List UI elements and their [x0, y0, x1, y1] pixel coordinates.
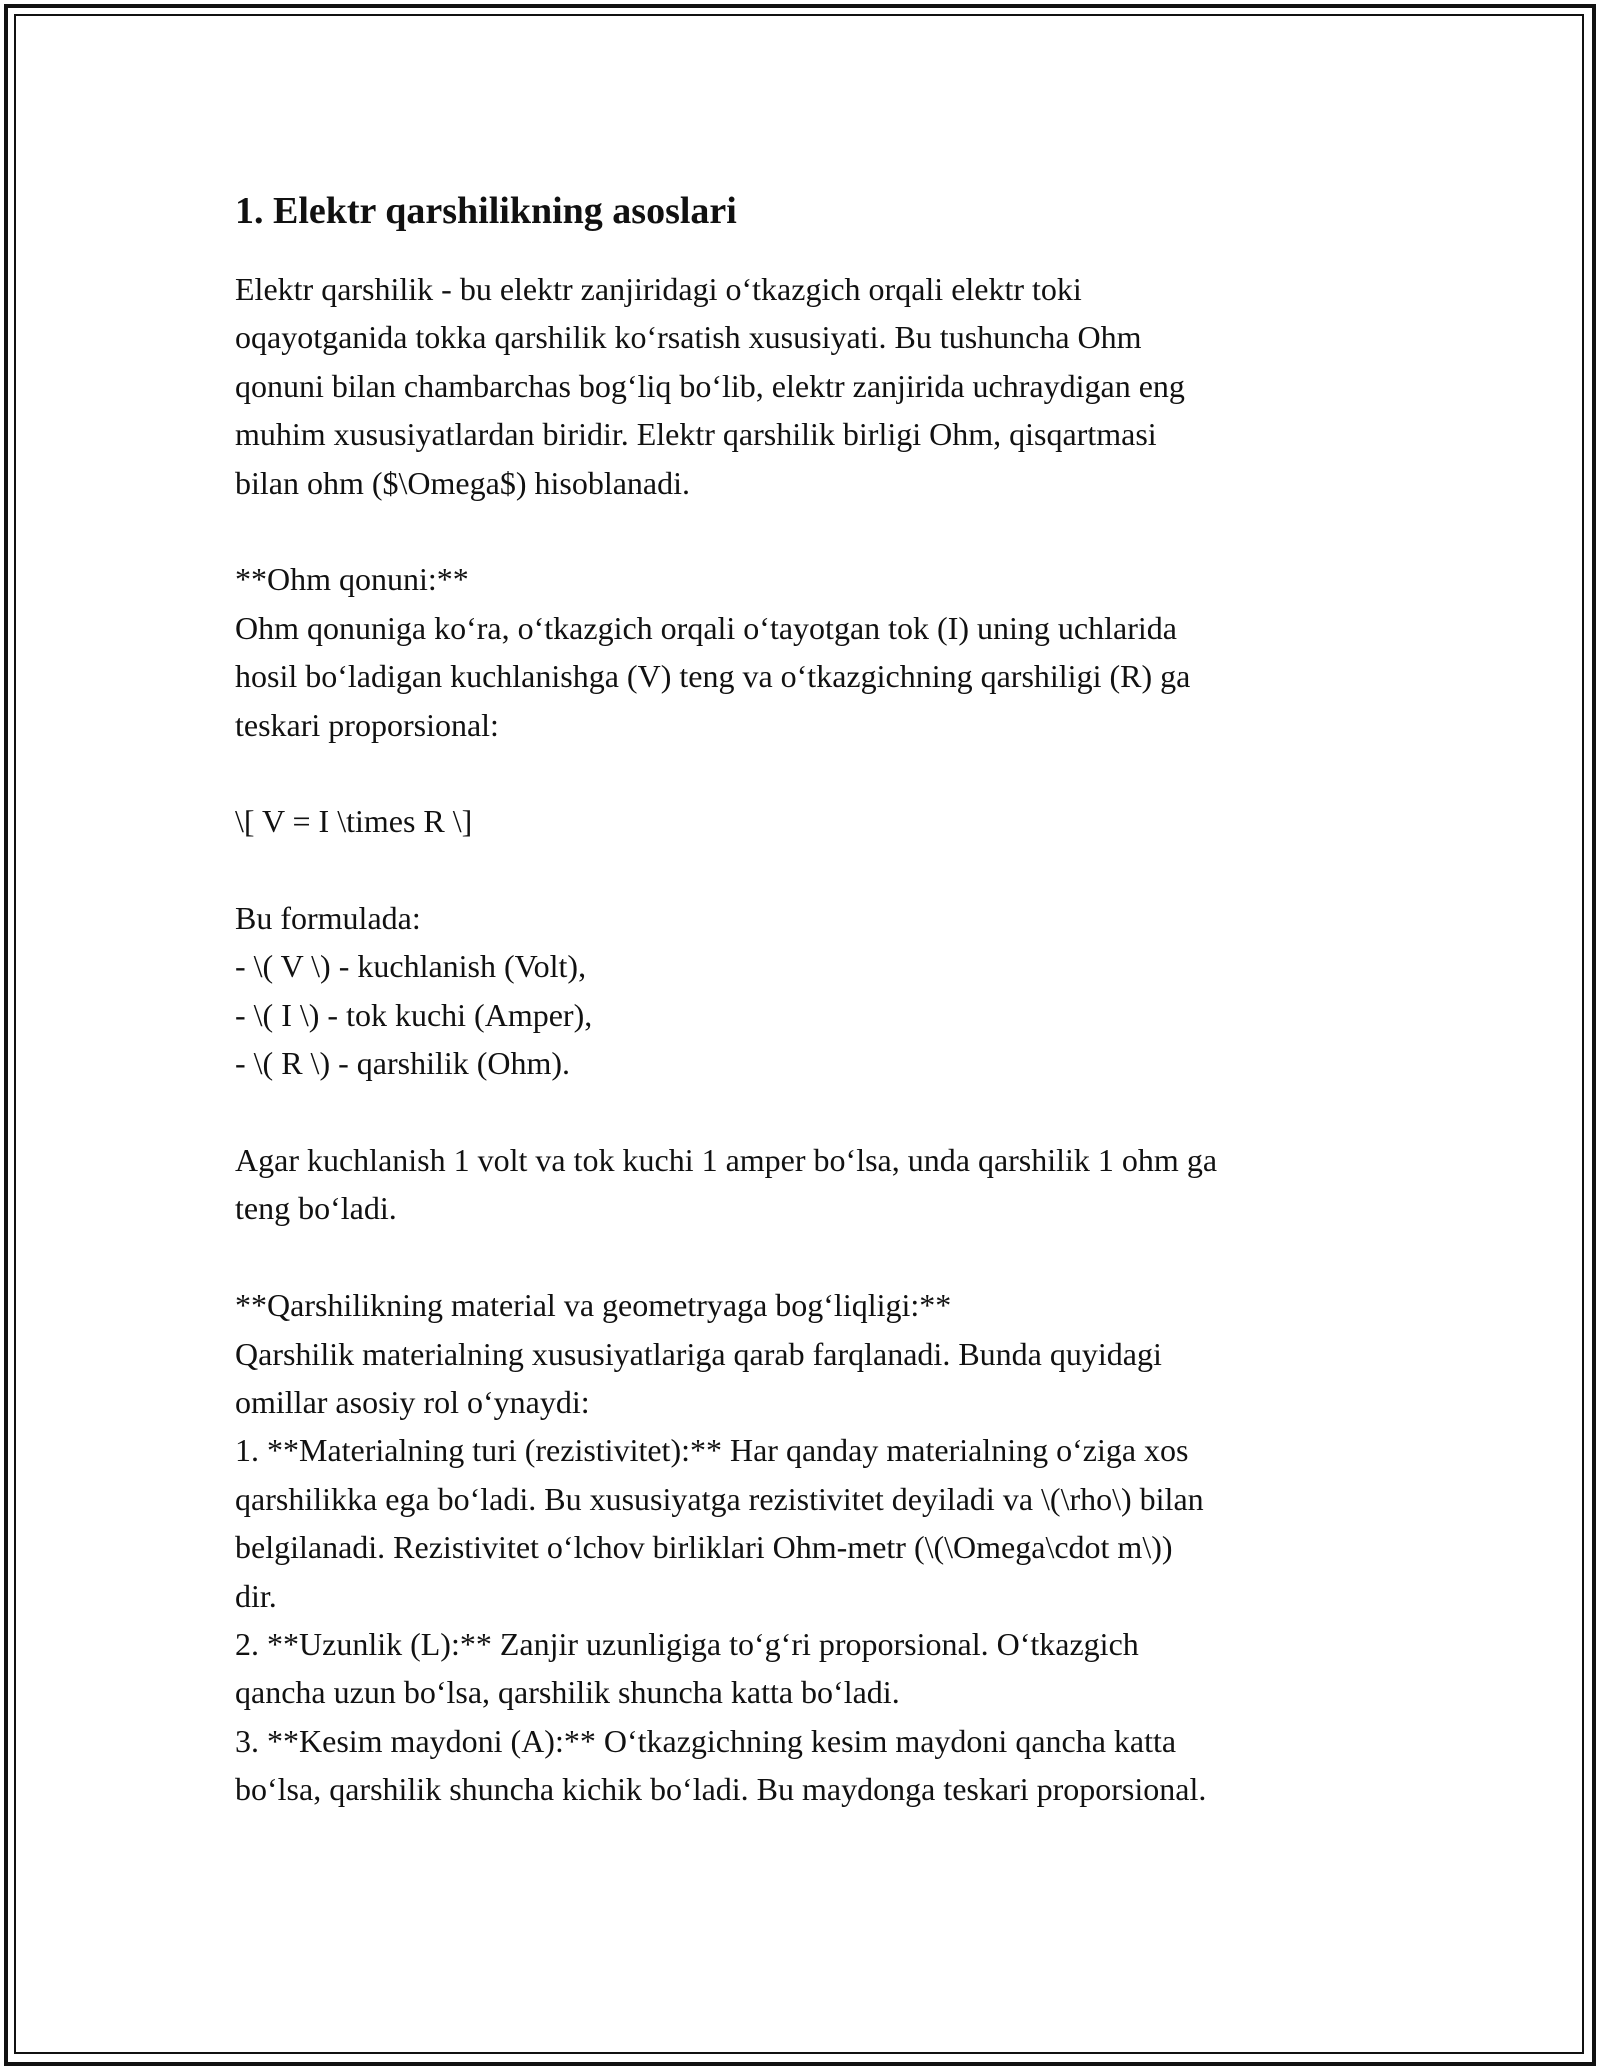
text-line: 3. **Kesim maydoni (A):** O‘tkazgichning kesim maydoni qancha katta — [235, 1722, 1177, 1759]
text-line: qancha uzun bo‘lsa, qarshilik shuncha katta bo‘ladi. — [235, 1674, 900, 1711]
text-line: Agar kuchlanish 1 volt va tok kuchi 1 amper bo‘lsa, unda qarshilik 1 ohm ga — [235, 1142, 1218, 1179]
text-line: teng bo‘ladi. — [235, 1190, 397, 1227]
text-line: qonuni bilan chambarchas bog‘liq bo‘lib, elektr zanjirida uchraydigan eng — [235, 367, 1185, 404]
text-line: Elektr qarshilik - bu elektr zanjiridagi o‘tkazgich orqali elektr toki — [235, 271, 1082, 307]
text-line: 2. **Uzunlik (L):** Zanjir uzunligiga to‘g‘ri proporsional. O‘tkazgich — [235, 1625, 1139, 1662]
blank-line — [235, 749, 1370, 797]
text-line: 1. **Materialning turi (rezistivitet):** Har qanday materialning o‘ziga xos — [235, 1432, 1189, 1469]
text-line: **Qarshilikning material va geometryaga bog‘liqligi:** — [235, 1287, 952, 1324]
text-line: oqayotganida tokka qarshilik ko‘rsatish xususiyati. Bu tushuncha Ohm — [235, 319, 1142, 356]
text-line: teskari proporsional: — [235, 706, 499, 743]
text-line: Qarshilik materialning xususiyatlariga qarab farqlanadi. Bunda quyidagi — [235, 1335, 1162, 1372]
text-line: omillar asosiy rol o‘ynaydi: — [235, 1383, 590, 1420]
text-line: dir. — [235, 1577, 277, 1614]
blank-line — [235, 1088, 1370, 1136]
text-line: muhim xususiyatlardan biridir. Elektr qarshilik birligi Ohm, qisqartmasi — [235, 416, 1157, 453]
text-line: **Ohm qonuni:** — [235, 561, 469, 598]
text-line: Ohm qonuniga ko‘ra, o‘tkazgich orqali o‘tayotgan tok (I) uning uchlarida — [235, 609, 1177, 646]
text-line: belgilanadi. Rezistivitet o‘lchov birliklari Ohm-metr (\(\Omega\cdot m\)) — [235, 1529, 1173, 1566]
text-line: hosil bo‘ladigan kuchlanishga (V) teng va o‘tkazgichning qarshiligi (R) ga — [235, 658, 1191, 695]
blank-line — [235, 1233, 1370, 1281]
text-line: qarshilikka ega bo‘ladi. Bu xususiyatga rezistivitet deyiladi va \(\rho\) bilan — [235, 1480, 1204, 1517]
blank-line — [235, 507, 1370, 555]
text-line: - \( I \) - tok kuchi (Amper), — [235, 996, 593, 1033]
text-line: bo‘lsa, qarshilik shuncha kichik bo‘ladi. Bu maydonga teskari proporsional. — [235, 1771, 1207, 1808]
blank-line — [235, 846, 1370, 894]
text-line: - \( R \) - qarshilik (Ohm). — [235, 1045, 571, 1082]
text-line: - \( V \) - kuchlanish (Volt), — [235, 948, 587, 985]
text-line: Bu formulada: — [235, 900, 421, 937]
document-body — [235, 185, 1370, 1814]
section-heading: 1. Elektr qarshilikning asoslari — [235, 190, 737, 232]
text-line: \[ V = I \times R \] — [235, 803, 473, 840]
text-line: bilan ohm ($\Omega$) hisoblanadi. — [235, 464, 691, 501]
paragraph-block — [235, 265, 1370, 1814]
